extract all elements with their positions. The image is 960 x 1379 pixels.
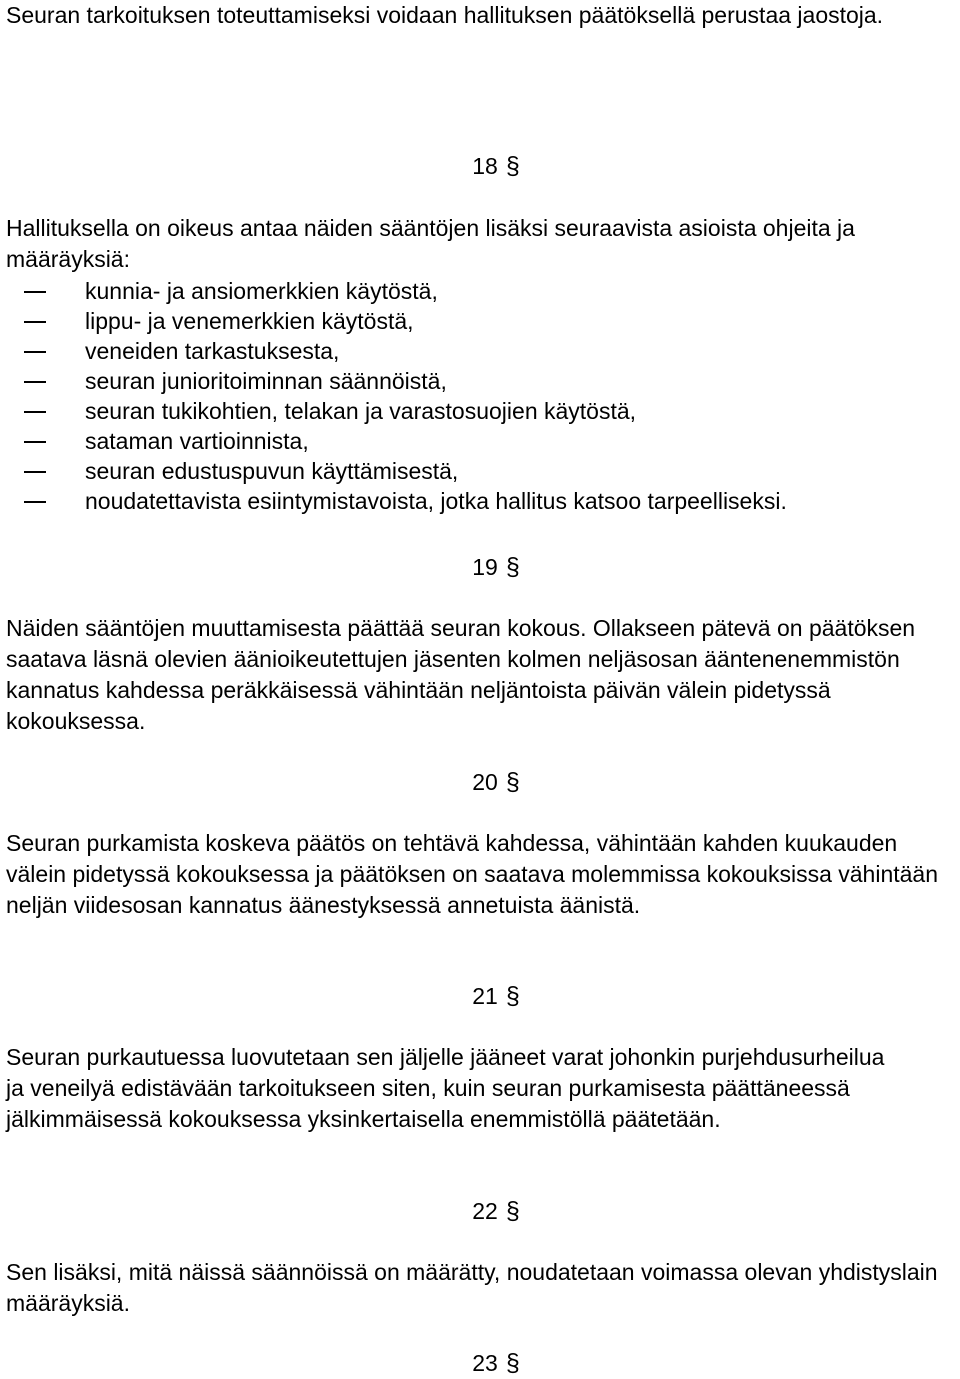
section-number: 19 bbox=[472, 554, 498, 580]
list-item-text: lippu- ja venemerkkien käytöstä, bbox=[85, 308, 414, 334]
section-number: 23 bbox=[472, 1350, 498, 1376]
section-sign: § bbox=[505, 982, 520, 1010]
section-18 bbox=[6, 151, 958, 182]
list-item-text: noudatettavista esiintymistavoista, jotka hallitus katsoo tarpeelliseksi. bbox=[85, 488, 787, 514]
list-item-text: seuran edustuspuvun käyttämisestä, bbox=[85, 458, 459, 484]
list-item bbox=[6, 366, 958, 396]
section-18-list bbox=[6, 276, 958, 516]
section-heading bbox=[6, 151, 958, 182]
dash-bullet bbox=[24, 441, 46, 443]
list-item bbox=[6, 336, 958, 366]
section-22 bbox=[6, 1196, 958, 1227]
section-19-text: Näiden sääntöjen muuttamisesta päättää seuran kokous. Ollakseen pätevä on päätöksen saatava läsnä olevien äänioikeutettujen jäsenten kolmen neljäsosan ääntenenemmistön kannatus kahdessa peräkkäisessä vähintään neljäntoista päivän välein pidetyssä kokouksessa. bbox=[6, 615, 916, 734]
list-item bbox=[6, 276, 958, 306]
section-number: 22 bbox=[472, 1198, 498, 1224]
section-18-lead: Hallituksella on oikeus antaa näiden sääntöjen lisäksi seuraavista asioista ohjeita ja määräyksiä: bbox=[6, 215, 855, 272]
list-item bbox=[6, 456, 958, 486]
section-20-text: Seuran purkamista koskeva päätös on tehtävä kahdessa, vähintään kahden kuukauden välein pidetyssä kokouksessa ja päätöksen on saatava molemmissa kokouksissa vähintään neljän viidesosan kannatus äänestyksessä annetuista äänistä. bbox=[6, 830, 939, 918]
section-20 bbox=[6, 767, 958, 798]
section-23 bbox=[6, 1348, 958, 1379]
section-heading bbox=[6, 981, 958, 1012]
list-item bbox=[6, 486, 958, 516]
list-item bbox=[6, 396, 958, 426]
list-item-text: seuran junioritoiminnan säännöistä, bbox=[85, 368, 447, 394]
list-item-text: veneiden tarkastuksesta, bbox=[85, 338, 340, 364]
section-sign: § bbox=[505, 1349, 520, 1377]
dash-bullet bbox=[24, 471, 46, 473]
dash-bullet bbox=[24, 321, 46, 323]
section-sign: § bbox=[505, 152, 520, 180]
list-item bbox=[6, 306, 958, 336]
dash-bullet bbox=[24, 291, 46, 293]
section-22-text: Sen lisäksi, mitä näissä säännöissä on määrätty, noudatetaan voimassa olevan yhdistyslain määräyksiä. bbox=[6, 1259, 938, 1316]
list-item bbox=[6, 426, 958, 456]
section-sign: § bbox=[505, 553, 520, 581]
section-19 bbox=[6, 552, 958, 583]
section-heading bbox=[6, 552, 958, 583]
dash-bullet bbox=[24, 501, 46, 503]
list-item-text: sataman vartioinnista, bbox=[85, 428, 309, 454]
section-21-text: Seuran purkautuessa luovutetaan sen jäljelle jääneet varat johonkin purjehdusurheilua ja veneilyä edistävään tarkoitukseen siten, kuin seuran purkamisesta päättäneessä jälkimmäisessä kokouksessa yksinkertaisella enemmistöllä päätetään. bbox=[6, 1044, 885, 1132]
dash-bullet bbox=[24, 381, 46, 383]
section-heading bbox=[6, 767, 958, 798]
list-item-text: seuran tukikohtien, telakan ja varastosuojien käytöstä, bbox=[85, 398, 637, 424]
intro-paragraph: Seuran tarkoituksen toteuttamiseksi voidaan hallituksen päätöksellä perustaa jaostoja. bbox=[6, 2, 884, 28]
section-heading bbox=[6, 1196, 958, 1227]
list-item-text: kunnia- ja ansiomerkkien käytöstä, bbox=[85, 278, 438, 304]
section-number: 20 bbox=[472, 769, 498, 795]
dash-bullet bbox=[24, 411, 46, 413]
dash-bullet bbox=[24, 351, 46, 353]
section-sign: § bbox=[505, 768, 520, 796]
section-21 bbox=[6, 981, 958, 1012]
section-number: 21 bbox=[472, 983, 498, 1009]
section-number: 18 bbox=[472, 153, 498, 179]
section-heading bbox=[6, 1348, 958, 1379]
section-sign: § bbox=[505, 1197, 520, 1225]
